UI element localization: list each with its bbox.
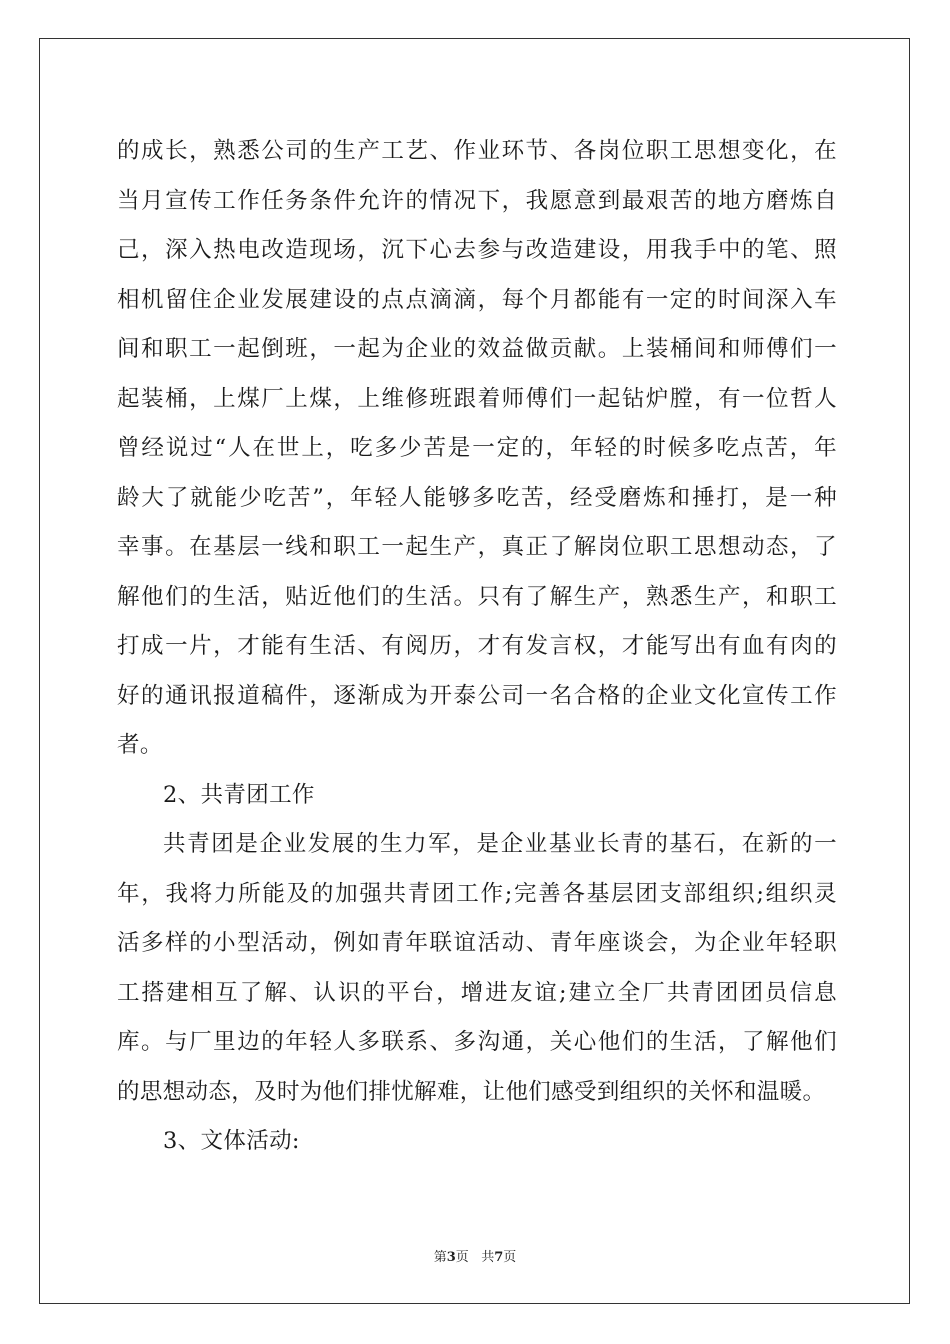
text-line: 龄大了就能少吃苦”，年轻人能够多吃苦，经受磨炼和捶打，是一种 xyxy=(117,484,837,511)
page-suffix: 页 xyxy=(455,1250,469,1265)
section-heading: 3、文体活动: xyxy=(163,1128,300,1154)
text-line: 己，深入热电改造现场，沉下心去参与改造建设，用我手中的笔、照 xyxy=(117,237,837,263)
total-suffix: 页 xyxy=(503,1250,517,1265)
total-prefix: 共 xyxy=(481,1250,495,1265)
text-line: 解他们的生活，贴近他们的生活。只有了解生产，熟悉生产，和职工 xyxy=(117,583,837,610)
text-line: 相机留住企业发展建设的点点滴滴，每个月都能有一定的时间深入车 xyxy=(117,286,837,313)
text-line: 共青团是企业发展的生力军，是企业基业长青的基石，在新的一 xyxy=(163,831,837,857)
page-footer xyxy=(0,1246,950,1265)
total-pages: 7 xyxy=(494,1250,504,1265)
text-line: 好的通讯报道稿件，逐渐成为开泰公司一名合格的企业文化宣传工作 xyxy=(117,682,837,709)
text-line: 者。 xyxy=(117,732,163,758)
text-line: 间和职工一起倒班，一起为企业的效益做贡献。上装桶间和师傅们一 xyxy=(117,336,837,362)
text-line: 幸事。在基层一线和职工一起生产，真正了解岗位职工思想动态，了 xyxy=(117,534,837,560)
text-line: 起装桶，上煤厂上煤，上维修班跟着师傅们一起钻炉膛，有一位哲人 xyxy=(117,385,837,412)
text-line: 活多样的小型活动，例如青年联谊活动、青年座谈会，为企业年轻职 xyxy=(117,930,837,956)
text-line: 当月宣传工作任务条件允许的情况下，我愿意到最艰苦的地方磨炼自 xyxy=(117,187,837,214)
text-line: 的成长，熟悉公司的生产工艺、作业环节、各岗位职工思想变化，在 xyxy=(117,138,837,164)
text-line: 库。与厂里边的年轻人多联系、多沟通，关心他们的生活，了解他们 xyxy=(117,1029,837,1055)
text-line: 年，我将力所能及的加强共青团工作;完善各基层团支部组织;组织灵 xyxy=(117,880,837,907)
section-heading: 2、共青团工作 xyxy=(163,781,315,808)
text-line: 曾经说过“人在世上，吃多少苦是一定的，年轻的时候多吃点苦，年 xyxy=(117,435,837,461)
text-line: 打成一片，才能有生活、有阅历，才有发言权，才能写出有血有肉的 xyxy=(117,633,837,659)
page-prefix: 第 xyxy=(433,1250,447,1265)
text-line: 工搭建相互了解、认识的平台，增进友谊;建立全厂共青团团员信息 xyxy=(117,979,837,1006)
page-number: 3 xyxy=(446,1250,456,1265)
document-body xyxy=(117,127,837,1167)
text-line: 的思想动态，及时为他们排忧解难，让他们感受到组织的关怀和温暖。 xyxy=(117,1078,826,1105)
